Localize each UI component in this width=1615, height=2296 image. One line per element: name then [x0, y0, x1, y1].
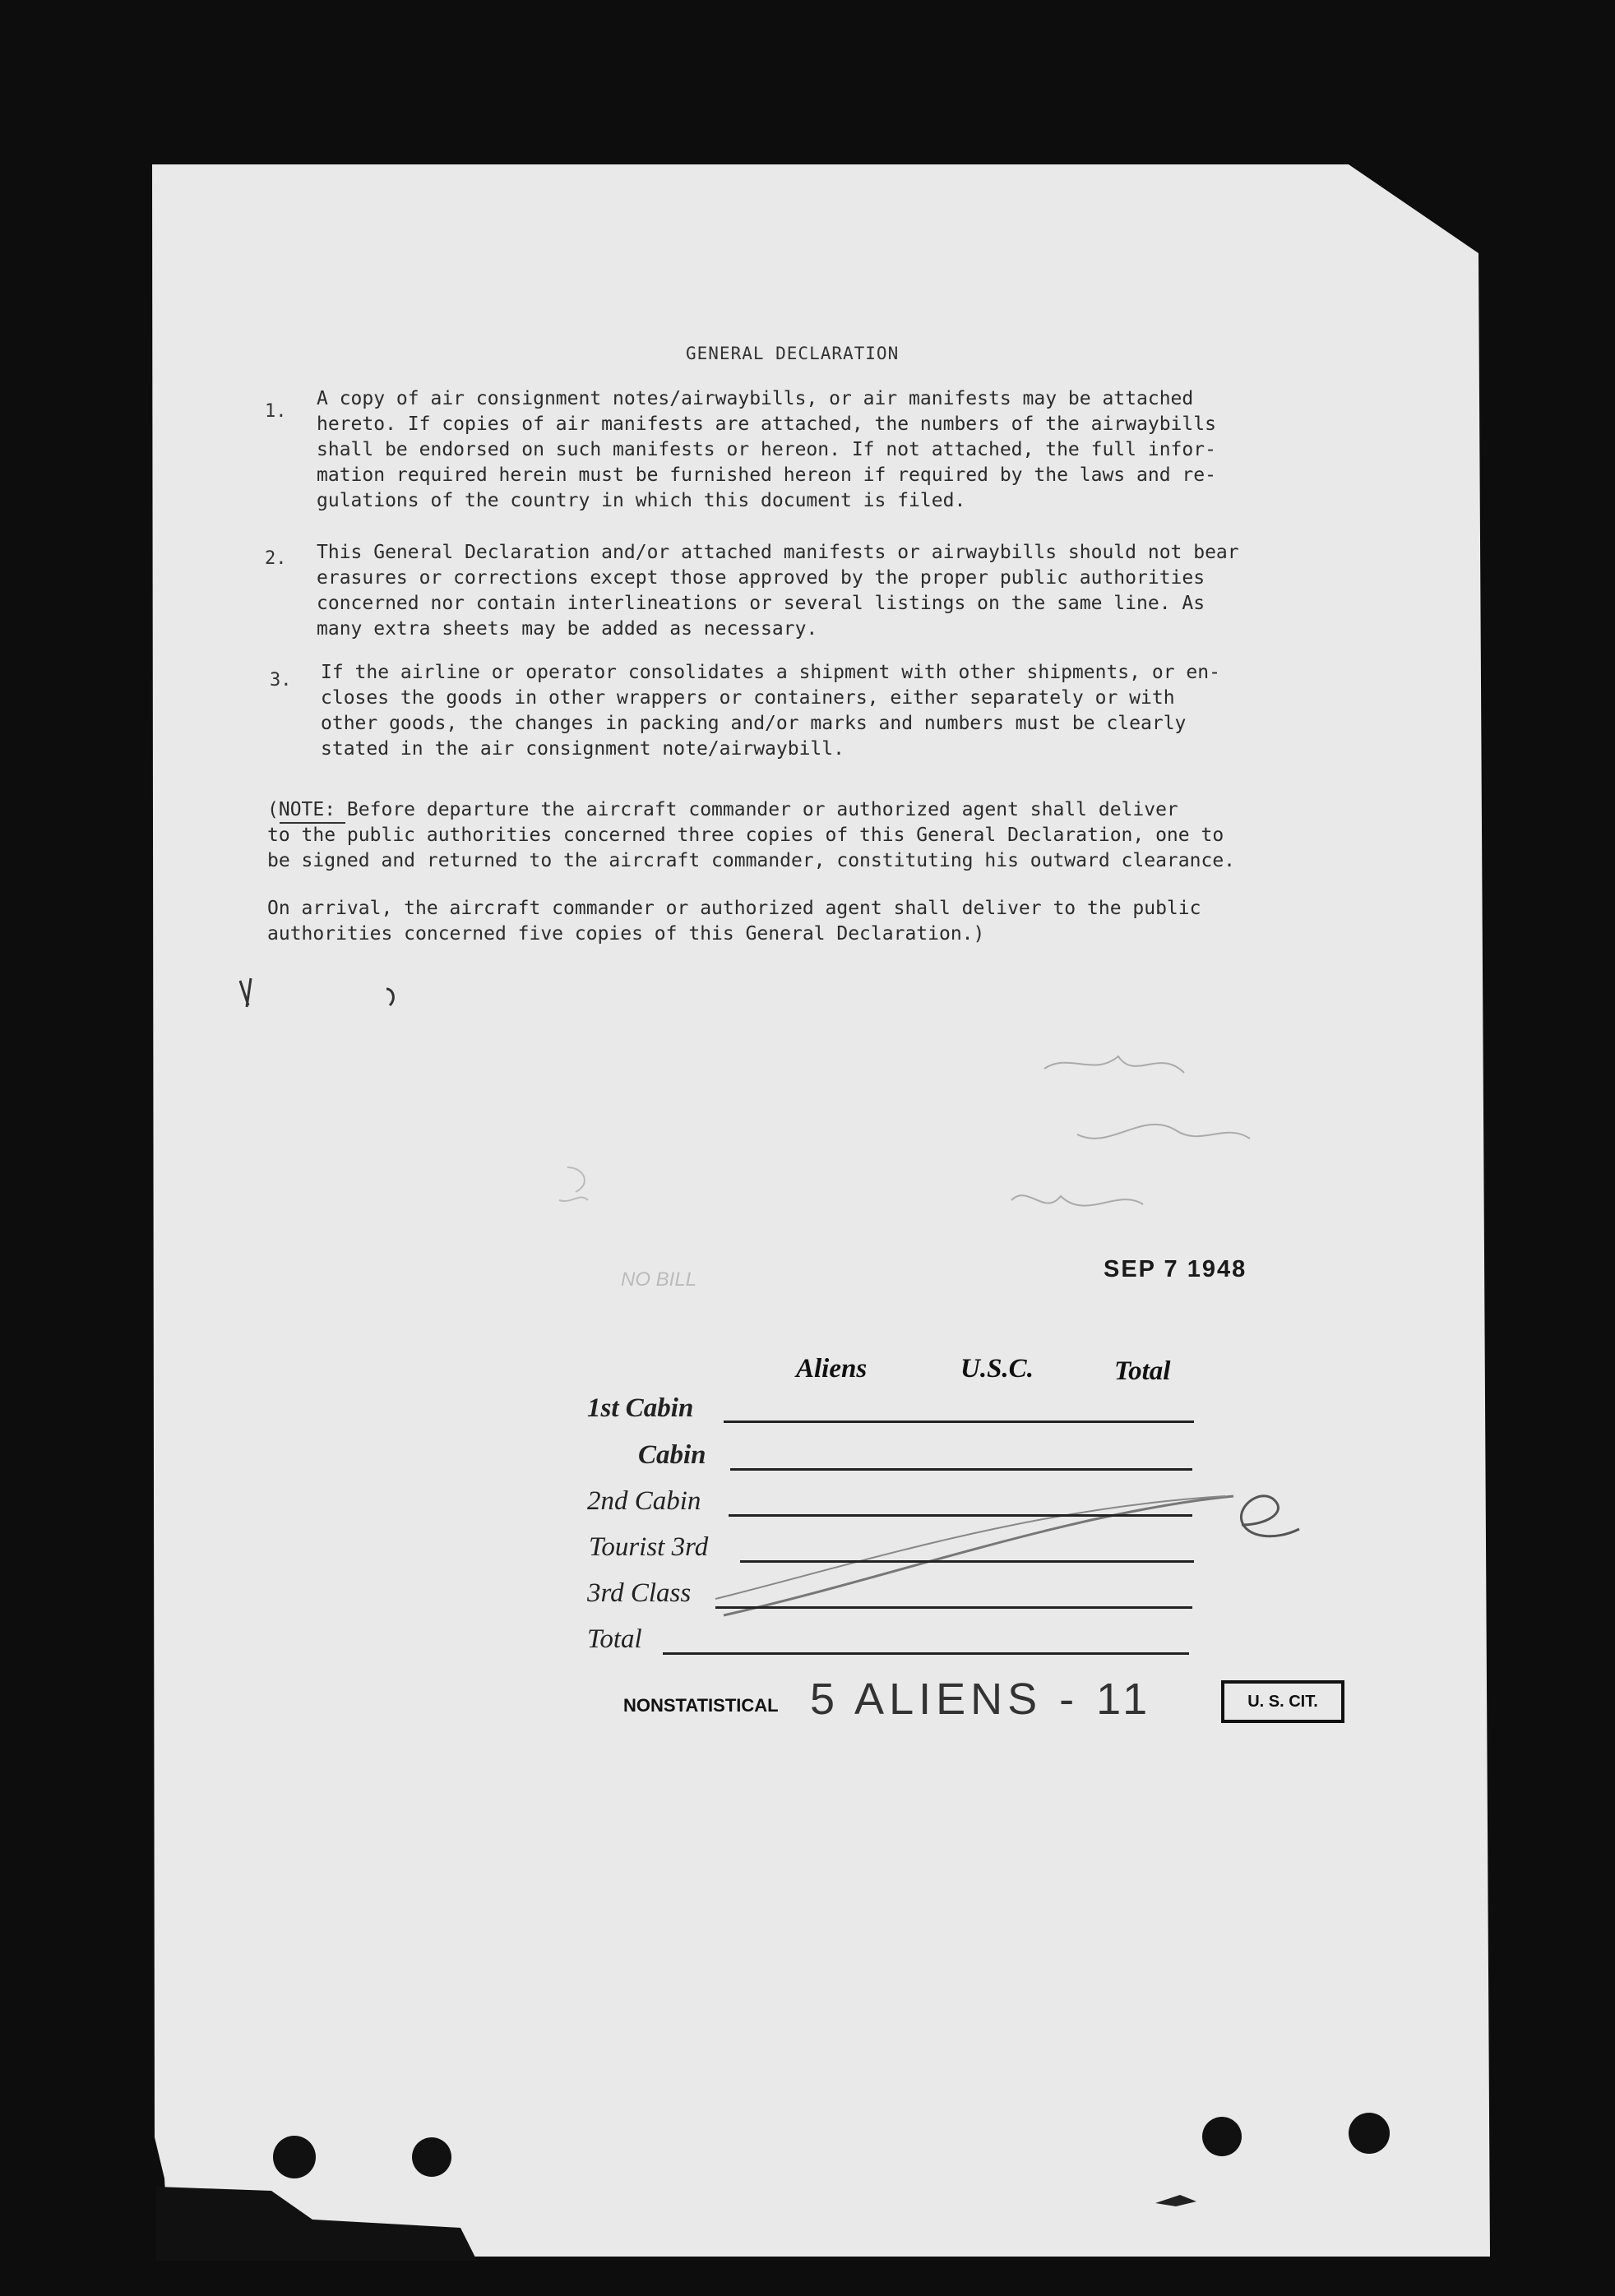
text-line: other goods, the changes in packing and/or marks and numbers must be clearly	[321, 713, 1187, 734]
row-line	[663, 1652, 1189, 1655]
arrival-paragraph	[267, 896, 1201, 947]
text-line: stated in the air consignment note/airwaybill.	[321, 738, 845, 760]
row-label-cabin: Cabin	[638, 1440, 706, 1470]
page-title: GENERAL DECLARATION	[686, 344, 900, 363]
row-line	[740, 1560, 1194, 1563]
row-line	[715, 1606, 1192, 1609]
row-label-total: Total	[587, 1624, 642, 1654]
ink-blot	[1349, 2113, 1390, 2154]
note-paragraph	[267, 797, 1235, 874]
text-line: gulations of the country in which this document is filed.	[317, 490, 966, 511]
row-label-tourist-3rd: Tourist 3rd	[589, 1532, 709, 1562]
ink-blot	[273, 2136, 316, 2178]
text-line: many extra sheets may be added as necessary.	[317, 618, 818, 640]
handwritten-count: 5 ALIENS - 11	[810, 1675, 1153, 1724]
row-line	[729, 1514, 1192, 1517]
item-number: 2.	[265, 548, 287, 569]
text-line: closes the goods in other wrappers or containers, either separately or with	[321, 687, 1175, 709]
date-stamp: SEP 7 1948	[1104, 1256, 1247, 1282]
text-line: to the public authorities concerned three copies of this General Declaration, one to	[267, 825, 1224, 846]
item-paragraph	[317, 386, 1216, 514]
ink-blot	[1202, 2117, 1242, 2156]
note-underline	[280, 822, 345, 824]
text-line: (NOTE: Before departure the aircraft commander or authorized agent shall deliver	[267, 799, 1178, 820]
text-line: This General Declaration and/or attached manifests or airwaybills should not bear	[317, 542, 1239, 563]
text-line: mation required herein must be furnished hereon if required by the laws and re-	[317, 464, 1216, 486]
column-header-aliens: Aliens	[796, 1354, 868, 1384]
item-number: 3.	[270, 670, 292, 691]
item-paragraph	[321, 660, 1220, 762]
us-cit-stamp: U. S. CIT.	[1221, 1680, 1344, 1723]
text-line: concerned nor contain interlineations or several listings on the same line. As	[317, 593, 1205, 614]
text-line: A copy of air consignment notes/airwaybills, or air manifests may be attached	[317, 388, 1194, 409]
text-line: hereto. If copies of air manifests are attached, the numbers of the airwaybills	[317, 413, 1216, 435]
text-line: If the airline or operator consolidates a shipment with other shipments, or en-	[321, 662, 1220, 683]
nonstatistical-stamp: NONSTATISTICAL	[623, 1695, 779, 1716]
row-label-1st-cabin: 1st Cabin	[587, 1393, 694, 1423]
text-line: be signed and returned to the aircraft commander, constituting his outward clearance.	[267, 850, 1236, 871]
column-header-usc: U.S.C.	[960, 1354, 1034, 1384]
column-header-total: Total	[1114, 1356, 1171, 1386]
row-label-2nd-cabin: 2nd Cabin	[587, 1486, 701, 1516]
ink-blot	[412, 2137, 451, 2177]
item-paragraph	[317, 540, 1239, 642]
text-line: On arrival, the aircraft commander or authorized agent shall deliver to the public	[267, 898, 1201, 919]
row-line	[730, 1468, 1192, 1471]
text-line: shall be endorsed on such manifests or hereon. If not attached, the full infor-	[317, 439, 1216, 460]
item-number: 1.	[265, 401, 287, 422]
row-line	[724, 1421, 1194, 1423]
text-line: authorities concerned five copies of this General Declaration.)	[267, 923, 985, 945]
no-bill-stamp: NO BILL	[621, 1268, 697, 1291]
row-label-3rd-class: 3rd Class	[587, 1578, 692, 1608]
text-line: erasures or corrections except those approved by the proper public authorities	[317, 567, 1205, 589]
